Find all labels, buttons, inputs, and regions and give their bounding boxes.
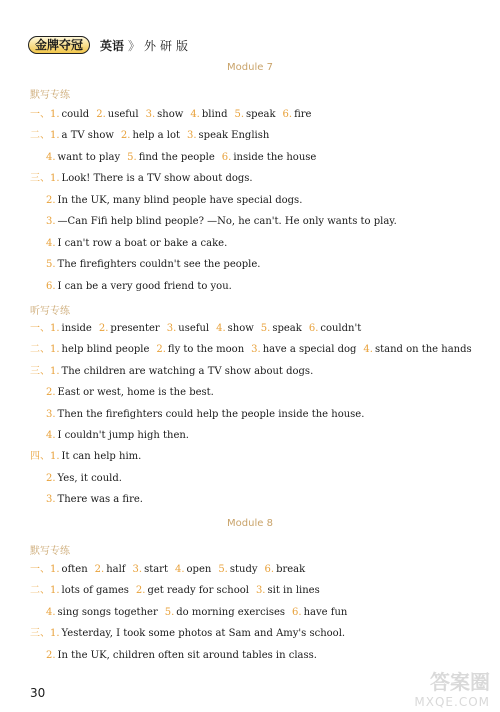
item-number: 1. [50,451,60,462]
answer-text: speak [272,323,302,334]
item-number: 5. [127,152,137,163]
item-number: 2. [96,109,106,120]
answer-text: study [229,564,258,575]
edition-label: 外研版 [144,38,193,53]
item-number: 5. [164,607,175,618]
module-7-title: Module 7 [227,62,273,73]
m7-l4-1 [30,450,141,464]
item-number: 1. [50,585,60,596]
item-number: 5. [46,259,56,270]
module-8-dictation-label: 默写专练 [30,546,70,557]
m7-d3-4 [46,237,227,251]
item-number: 6. [292,607,302,618]
item-number: 6. [221,152,232,163]
m7-l1 [30,322,361,336]
m8-d2a [30,584,320,598]
item-number: 4. [190,109,200,120]
question-prefix: 二、 [30,130,50,141]
item-number: 1. [50,109,60,120]
item-number: 4. [46,152,56,163]
m7-l3-4 [46,429,189,443]
item-number: 5. [234,109,245,120]
item-number: 1. [50,564,60,575]
answer-text: —Can Fifi help blind people? —No, he can't. He only wants to play. [57,216,397,227]
brand-badge: 金牌夺冠 [28,36,90,54]
m7-l4-3 [46,493,143,507]
answer-text: help a lot [132,130,180,141]
item-number: 4. [363,344,373,355]
question-prefix: 三、 [30,628,50,639]
m7-l3-2 [46,386,214,400]
m8-d3-1 [30,627,345,641]
question-prefix: 四、 [30,451,50,462]
answer-text: fire [294,109,312,120]
answer-text: help blind people [61,344,150,355]
item-number: 2. [120,130,131,141]
item-number: 6. [282,109,293,120]
module-7-listening-label: 听写专练 [30,306,70,317]
answer-text: speak [246,109,276,120]
question-prefix: 一、 [30,323,50,334]
answer-text: The firefighters couldn't see the people. [57,259,261,270]
question-prefix: 一、 [30,109,50,120]
m7-d2b [46,151,316,165]
answer-text: Then the firefighters could help the people inside the house. [57,409,365,420]
m8-d2b [46,606,347,620]
book-header [28,36,192,54]
module-7-dictation-label: 默写专练 [30,90,70,101]
item-number: 2. [46,650,56,661]
answer-text: stand on the hands [374,344,472,355]
item-number: 6. [46,281,56,292]
answer-text: The children are watching a TV show about dogs. [61,366,314,377]
answer-text: break [276,564,306,575]
m7-d1 [30,108,311,122]
watermark-logo [414,672,490,712]
item-number: 2. [156,344,166,355]
answer-text: show [227,323,254,334]
answer-text: have a special dog [262,344,357,355]
answer-text: Look! There is a TV show about dogs. [61,173,253,184]
item-number: 2. [46,195,56,206]
item-number: 2. [46,387,56,398]
answer-text: want to play [57,152,121,163]
item-number: 3. [46,409,56,420]
question-prefix: 二、 [30,585,50,596]
answer-text: It can help him. [61,451,142,462]
item-number: 2. [94,564,105,575]
answer-text: blind [201,109,228,120]
answer-text: do morning exercises [176,607,286,618]
answer-text: inside the house [233,152,317,163]
item-number: 2. [46,473,56,484]
item-number: 1. [50,628,60,639]
answer-text: fly to the moon [167,344,245,355]
item-number: 3. [186,130,197,141]
item-number: 5. [260,323,271,334]
watermark-top: 答案圈 [430,670,490,694]
answer-text: start [144,564,168,575]
answer-text: sit in lines [267,585,320,596]
subject-label: 英语 [100,38,125,53]
item-number: 4. [174,564,185,575]
m7-l3-3 [46,408,364,422]
answer-text: In the UK, many blind people have special dogs. [57,195,303,206]
answer-text: speak English [198,130,270,141]
item-number: 6. [308,323,319,334]
answer-text: inside [61,323,92,334]
page-number: 30 [30,686,46,700]
item-number: 1. [50,323,60,334]
m7-d3-3 [46,215,397,229]
answer-text: East or west, home is the best. [57,387,214,398]
item-number: 3. [46,494,56,505]
item-number: 4. [46,430,56,441]
item-number: 1. [50,173,60,184]
question-prefix: 二、 [30,344,50,355]
answer-text: I can't row a boat or bake a cake. [57,238,228,249]
answer-text: presenter [110,323,160,334]
answer-text: sing songs together [57,607,158,618]
answer-text: useful [178,323,210,334]
answer-text: I can be a very good friend to you. [57,281,232,292]
answer-text: Yesterday, I took some photos at Sam and Amy's school. [61,628,346,639]
item-number: 3. [46,216,56,227]
item-number: 5. [218,564,228,575]
item-number: 1. [50,130,60,141]
watermark-bottom: MXQE.COM [414,695,490,709]
item-number: 1. [50,344,60,355]
answer-text: have fun [303,607,348,618]
answer-text: get ready for school [147,585,249,596]
item-number: 3. [145,109,156,120]
item-number: 6. [264,564,275,575]
m7-d3-5 [46,258,260,272]
m7-d3-2 [46,194,302,208]
m7-d3-1 [30,172,253,186]
item-number: 3. [251,344,261,355]
module-8-title: Module 8 [227,518,273,529]
answer-text: could [61,109,90,120]
question-prefix: 三、 [30,366,50,377]
item-number: 2. [98,323,109,334]
answer-text: find the people [138,152,215,163]
m7-l4-2 [46,472,122,486]
answer-text: open [186,564,212,575]
m7-d3-6 [46,280,232,294]
item-number: 3. [255,585,266,596]
answer-text: Yes, it could. [57,473,122,484]
answer-text: couldn't [320,323,362,334]
question-prefix: 一、 [30,564,50,575]
item-number: 3. [132,564,143,575]
answer-text: In the UK, children often sit around tables in class. [57,650,317,661]
header-separator: 》 [128,38,141,53]
item-number: 4. [216,323,226,334]
answer-text: half [106,564,126,575]
answer-text: a TV show [61,130,114,141]
answer-text: often [61,564,88,575]
answer-text: show [157,109,184,120]
item-number: 4. [46,238,56,249]
item-number: 3. [166,323,177,334]
answer-text: There was a fire. [57,494,143,505]
answer-text: I couldn't jump high then. [57,430,189,441]
answer-text: useful [107,109,139,120]
question-prefix: 三、 [30,173,50,184]
m8-d3-2 [46,649,317,663]
m8-d1 [30,563,305,577]
item-number: 4. [46,607,56,618]
m7-l2 [30,343,472,357]
m7-l3-1 [30,365,313,379]
m7-d2a [30,129,269,143]
item-number: 1. [50,366,60,377]
answer-text: lots of games [61,585,129,596]
item-number: 2. [135,585,146,596]
